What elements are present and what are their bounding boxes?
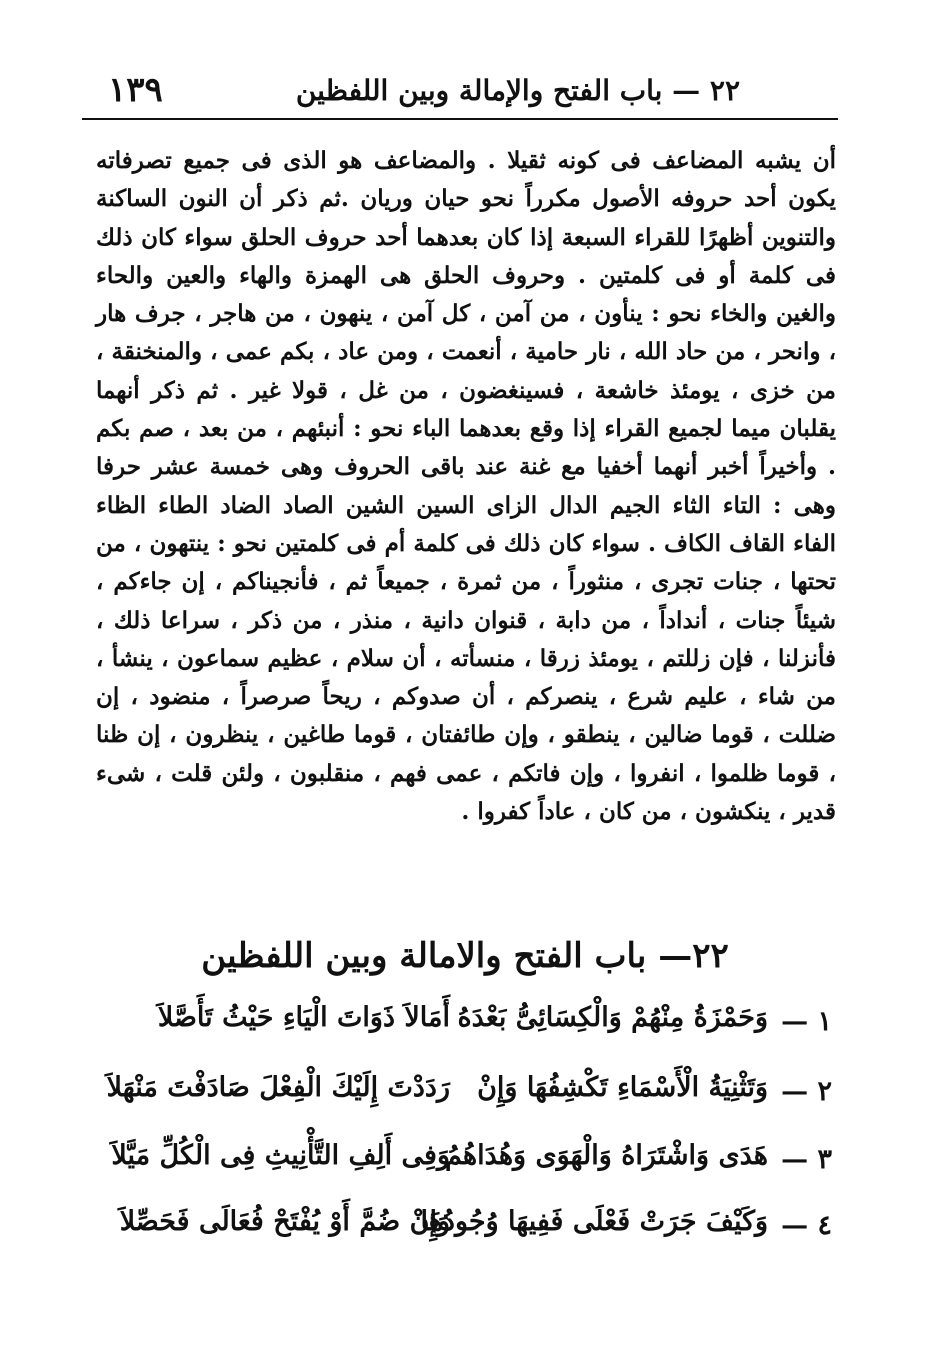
page-number: ١٣٩	[108, 70, 163, 110]
commentary-paragraph: أن يشبه المضاعف فى كونه ثقيلا . والمضاعف هو الذى فى جميع تصرفاته يكون أحد حروفه الأصول مكرراً نحو حيان وريان .ثم ذكر أن النون الساكنة والتنوين أظهرًا للقراء السبعة إذا كان بعدهما أحد حروف الحلق سواء كان ذلك فى كلمة أو فى كلمتين . وحروف الحلق هى الهمزة والهاء والعين والحاء والغين والخاء نحو : ينأون ، من آمن ، كل آمن ، ينهون ، من هاجر ، جرف هار ، وانحر ، من حاد الله ، نار حامية ، أنعمت ، ومن عاد ، بكم عمى ، والمنخنقة ، من خزى ، يومئذ خاشعة ، فسينغضون ، من غل ، قولا غير . ثم ذكر أنهما يقلبان ميما لجميع القراء إذا وقع بعدهما الباء نحو : أنبئهم ، من بعد ، صم بكم . وأخيراً أخبر أنهما أخفيا مع غنة عند باقى الحروف وهى خمسة عشر حرفا وهى : التاء الثاء الجيم الدال الزاى السين الشين الصاد الضاد الطاء الظاء الفاء القاف الكاف . سواء كان ذلك فى كلمة أم فى كلمتين نحو : ينتهون ، من تحتها ، جنات تجرى ، منثوراً ، من ثمرة ، جميعاً ثم ، فأنجيناكم ، إن جاءكم ، شيئاً جنات ، أنداداً ، من دابة ، قنوان دانية ، منذر ، من ذكر ، سراعا ذلك ، فأنزلنا ، فإن زللتم ، يومئذ زرقا ، منسأته ، أن سلام ، عظيم سماعون ، ينشأ ، من شاء ، عليم شرع ، ينصركم ، أن صدوكم ، ريحاً صرصراً ، منضود ، إن ضللت ، قوما ضالين ، ينطقو ، وإن طائفتان ، قوما طاغين ، ينظرون ، إن ظنا ، قوما ظلموا ، انفروا ، وإن فاتكم ، عمى فهم ، منقلبون ، ولئن قلت ، شىء قدير ، ينكشون ، من كان ، عاداً كفروا .	[96, 147, 836, 826]
page-header	[100, 70, 830, 116]
verse-line	[150, 1002, 840, 1052]
verse-second-hemistich: رَدَدْتَ إِلَيْكَ الْفِعْلَ صَادَفْتَ مَنْهَلاَ	[106, 1072, 450, 1103]
header-rule	[82, 118, 838, 120]
verse-line	[106, 1072, 840, 1122]
commentary-text	[96, 142, 836, 831]
verse-second-hemistich: وَفِى أَلِفِ التَّأْنِيثِ فِى الْكُلِّ مَيَّلاَ	[111, 1140, 450, 1171]
verse-first-hemistich: وَحَمْزَةُ مِنْهُمْ وَالْكِسَائِىُّ بَعْدَهُ	[457, 1002, 768, 1033]
verse-number: ٣ —	[781, 1144, 832, 1175]
verse-line	[111, 1140, 840, 1190]
verse-first-hemistich: وَتَثْنِيَةُ الْأَسْمَاءِ تَكْشِفُهَا وَإِنْ	[477, 1072, 768, 1103]
verse-number: ١ —	[781, 1006, 832, 1037]
chapter-heading: ٢٢— باب الفتح والامالة وبين اللفظين	[201, 936, 729, 976]
verse-line	[119, 1206, 840, 1256]
running-title: ٢٢ — باب الفتح والإمالة وبين اللفظين	[295, 74, 740, 107]
verse-number: ٢ —	[781, 1076, 832, 1107]
verse-number: ٤ —	[781, 1210, 832, 1241]
verse-first-hemistich: وَكَيْفَ جَرَتْ فَعْلَى فَفِيهَا وُجُودُهَا	[420, 1206, 768, 1237]
verse-second-hemistich: أَمَالاَ ذَوَاتَ الْيَاءِ حَيْثُ تَأَصَّلاَ	[157, 1002, 450, 1033]
verse-first-hemistich: هَدَى وَاشْتَرَاهُ وَالْهَوَى وَهُدَاهُمُ	[444, 1140, 768, 1171]
verse-second-hemistich: وَإِنْ ضُمَّ أَوْ يُفْتَحْ فُعَالَى فَحَصِّلاَ	[119, 1206, 450, 1237]
